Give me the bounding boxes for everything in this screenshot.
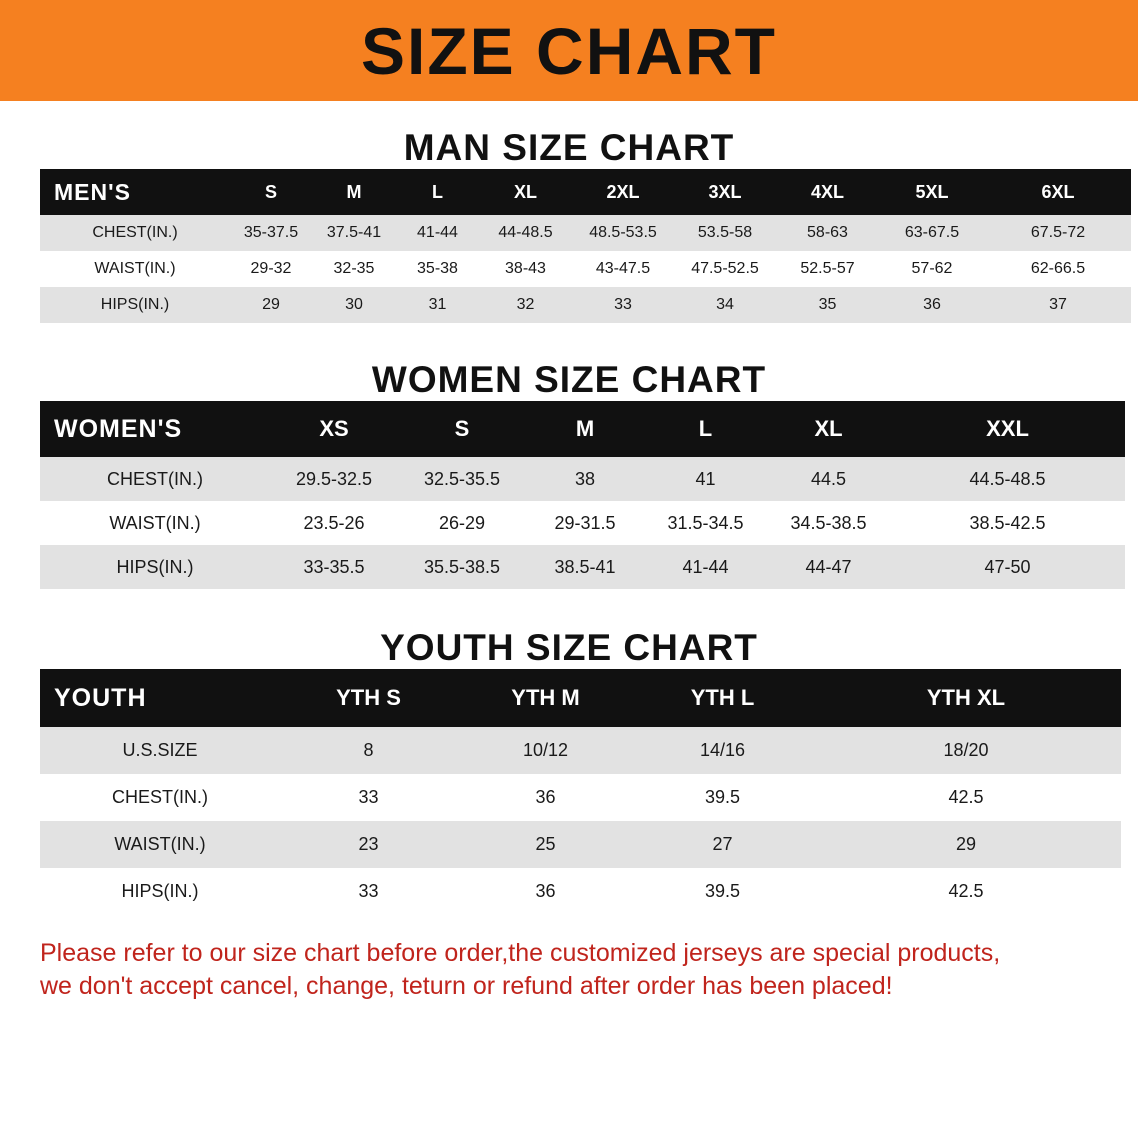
women-cell: 31.5-34.5 [644,501,767,545]
men-cell: 34 [674,287,776,323]
men-corner-label: MEN'S [40,169,230,215]
men-cell: 44-48.5 [479,215,572,251]
men-col-header: 2XL [572,169,674,215]
table-row [40,821,1121,868]
men-cell: 48.5-53.5 [572,215,674,251]
men-cell: 35 [776,287,879,323]
men-cell: 67.5-72 [985,215,1131,251]
men-cell: 41-44 [396,215,479,251]
women-size-table [40,401,1125,589]
table-row [40,215,1131,251]
order-notice-line-1: Please refer to our size chart before order,the customized jerseys are special products, [40,939,1001,967]
youth-cell: 39.5 [634,774,811,821]
youth-cell: 10/12 [457,727,634,774]
youth-size-table [40,669,1121,915]
youth-cell: 42.5 [811,774,1121,821]
table-row [40,501,1125,545]
men-cell: 33 [572,287,674,323]
youth-cell: 36 [457,868,634,915]
man-table-container [0,169,1138,323]
youth-cell: 23 [280,821,457,868]
women-row-label: HIPS(IN.) [40,545,270,589]
women-cell: 32.5-35.5 [398,457,526,501]
men-cell: 37.5-41 [312,215,396,251]
order-notice [40,937,1108,1004]
youth-col-header: YTH L [634,669,811,727]
youth-cell: 18/20 [811,727,1121,774]
women-table-container [0,401,1138,589]
men-cell: 52.5-57 [776,251,879,287]
youth-section-title: YOUTH SIZE CHART [380,627,758,668]
women-col-header: L [644,401,767,457]
women-cell: 34.5-38.5 [767,501,890,545]
women-cell: 38 [526,457,644,501]
men-cell: 37 [985,287,1131,323]
youth-cell: 36 [457,774,634,821]
youth-cell: 25 [457,821,634,868]
men-row-label: WAIST(IN.) [40,251,230,287]
women-cell: 23.5-26 [270,501,398,545]
women-col-header: M [526,401,644,457]
men-cell: 29 [230,287,312,323]
women-col-header: XL [767,401,890,457]
men-col-header: 4XL [776,169,879,215]
men-row-label: CHEST(IN.) [40,215,230,251]
page-banner [0,0,1138,101]
women-cell: 38.5-41 [526,545,644,589]
women-cell: 33-35.5 [270,545,398,589]
men-col-header: L [396,169,479,215]
men-row-label: HIPS(IN.) [40,287,230,323]
men-cell: 62-66.5 [985,251,1131,287]
table-row [40,251,1131,287]
men-col-header: S [230,169,312,215]
youth-row-label: U.S.SIZE [40,727,280,774]
women-cell: 38.5-42.5 [890,501,1125,545]
youth-cell: 33 [280,774,457,821]
youth-corner-label: YOUTH [40,669,280,727]
men-cell: 57-62 [879,251,985,287]
men-cell: 43-47.5 [572,251,674,287]
women-section-title: WOMEN SIZE CHART [371,359,767,400]
table-row [40,774,1121,821]
women-cell: 29-31.5 [526,501,644,545]
men-cell: 32 [479,287,572,323]
women-cell: 41 [644,457,767,501]
order-notice-line-2: we don't accept cancel, change, teturn or refund after order has been placed! [40,972,893,1001]
men-cell: 32-35 [312,251,396,287]
men-col-header: 6XL [985,169,1131,215]
men-cell: 53.5-58 [674,215,776,251]
women-cell: 29.5-32.5 [270,457,398,501]
men-cell: 31 [396,287,479,323]
men-cell: 35-37.5 [230,215,312,251]
women-cell: 44.5-48.5 [890,457,1125,501]
men-cell: 47.5-52.5 [674,251,776,287]
women-cell: 26-29 [398,501,526,545]
man-section-title: MAN SIZE CHART [403,127,735,168]
men-cell: 58-63 [776,215,879,251]
men-cell: 29-32 [230,251,312,287]
page-title: SIZE CHART [361,13,777,88]
women-cell: 44-47 [767,545,890,589]
women-cell: 47-50 [890,545,1125,589]
women-col-header: XS [270,401,398,457]
table-row [40,545,1125,589]
youth-row-label: WAIST(IN.) [40,821,280,868]
table-header-row [40,401,1125,457]
youth-col-header: YTH M [457,669,634,727]
men-cell: 36 [879,287,985,323]
table-row [40,287,1131,323]
men-size-table [40,169,1131,323]
men-cell: 63-67.5 [879,215,985,251]
youth-table-container [0,669,1138,915]
table-row [40,457,1125,501]
table-row [40,868,1121,915]
table-header-row [40,669,1121,727]
women-row-label: WAIST(IN.) [40,501,270,545]
youth-row-label: CHEST(IN.) [40,774,280,821]
youth-cell: 29 [811,821,1121,868]
youth-row-label: HIPS(IN.) [40,868,280,915]
women-cell: 41-44 [644,545,767,589]
women-row-label: CHEST(IN.) [40,457,270,501]
men-col-header: 5XL [879,169,985,215]
table-header-row [40,169,1131,215]
men-col-header: 3XL [674,169,776,215]
youth-cell: 39.5 [634,868,811,915]
youth-cell: 27 [634,821,811,868]
youth-cell: 8 [280,727,457,774]
youth-col-header: YTH XL [811,669,1121,727]
women-corner-label: WOMEN'S [40,401,270,457]
youth-cell: 42.5 [811,868,1121,915]
women-cell: 35.5-38.5 [398,545,526,589]
men-col-header: M [312,169,396,215]
youth-col-header: YTH S [280,669,457,727]
youth-cell: 33 [280,868,457,915]
women-col-header: XXL [890,401,1125,457]
men-cell: 30 [312,287,396,323]
men-col-header: XL [479,169,572,215]
youth-cell: 14/16 [634,727,811,774]
men-cell: 35-38 [396,251,479,287]
men-cell: 38-43 [479,251,572,287]
table-row [40,727,1121,774]
women-cell: 44.5 [767,457,890,501]
women-col-header: S [398,401,526,457]
